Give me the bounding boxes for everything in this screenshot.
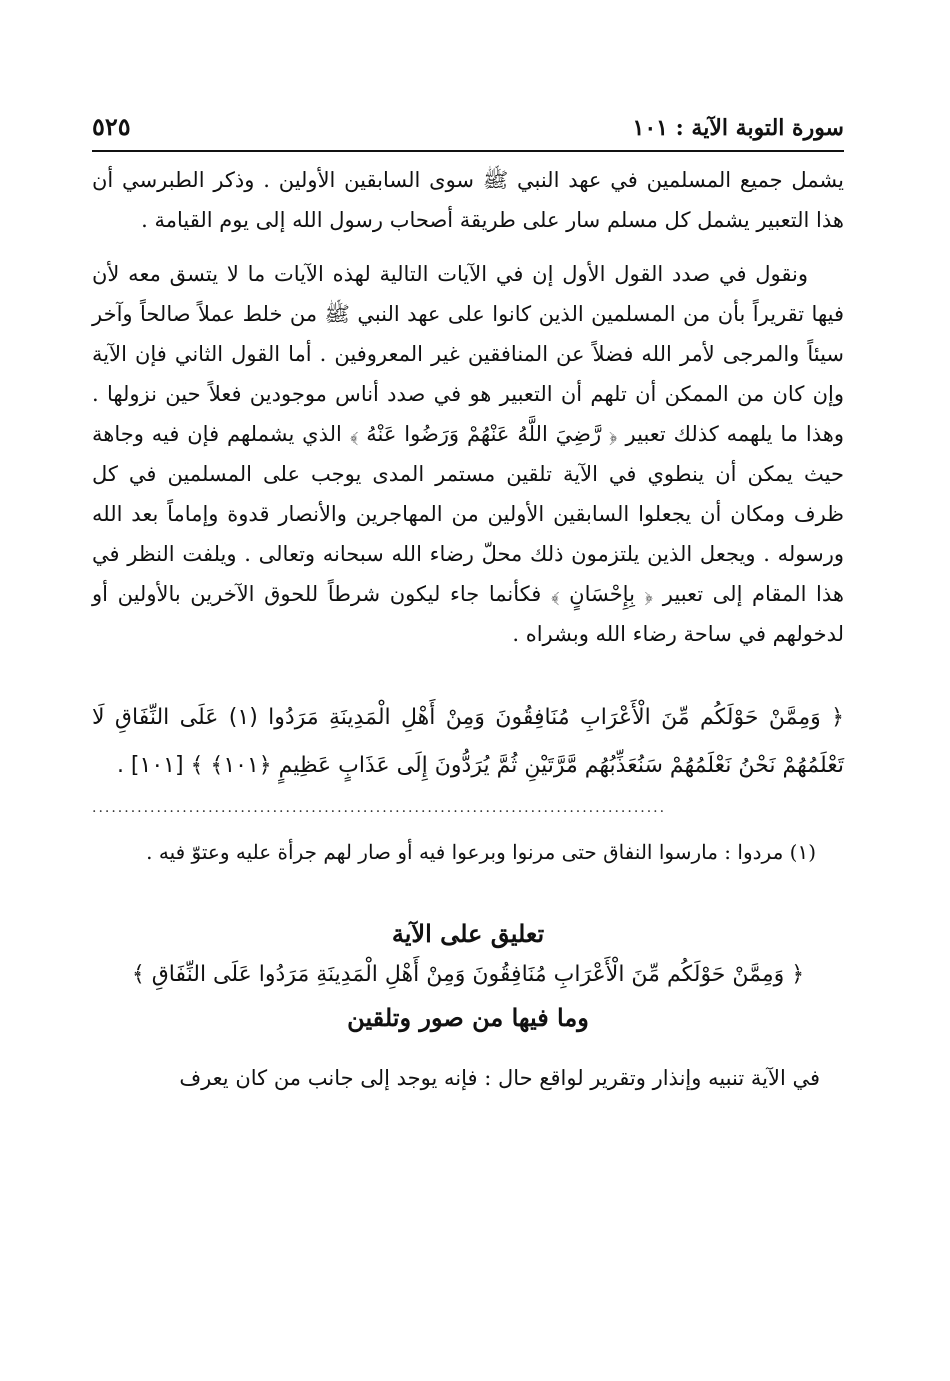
paragraph-continued: يشمل جميع المسلمين في عهد النبي ﷺ سوى السابقين الأولين . وذكر الطبرسي أن هذا التعبير يشمل كل مسلم سار على طريقة أصحاب رسول الله إلى يوم القيامة .: [92, 168, 844, 232]
section-subtitle: وما فيها من صور وتلقين: [347, 1003, 589, 1032]
footnote-separator: .........................................................................................: [92, 800, 667, 816]
quran-verse: ﴿ وَمِمَّنْ حَوْلَكُم مِّنَ الْأَعْرَابِ مُنَافِقُونَ وَمِنْ أَهْلِ الْمَدِينَةِ مَرَدُوا (١) عَلَى النِّفَاقِ لَا تَعْلَمُهُمْ نَحْنُ نَعْلَمُهُمْ سَنُعَذِّبُهُم مَّرَّتَيْنِ ثُمَّ يُرَدُّونَ إِلَى عَذَابٍ عَظِيمٍ ﴿١٠١﴾ ﴾ [١٠١] .: [92, 705, 844, 778]
page-number: ٥٢٥: [92, 112, 131, 141]
paragraph-commentary: ونقول في صدد القول الأول إن في الآيات التالية لهذه الآيات ما لا يتسق معه لأن فيها تقريراً بأن من المسلمين الذين كانوا على عهد النبي ﷺ من خلط عملاً صالحاً وآخر سيئاً والمرجى لأمر الله فضلاً عن المنافقين غير المعروفين . أما القول الثاني فإن الآية وإن كان من الممكن أن تلهم أن التعبير هو في صدد أناس موجودين فعلاً حين نزولها . وهذا ما يلهمه كذلك تعبير ﴿ رَّضِيَ اللَّهُ عَنْهُمْ وَرَضُوا عَنْهُ ﴾ الذي يشملهم فإن فيه وجاهة حيث يمكن أن ينطوي في الآية تلقين مستمر المدى يوجب على المسلمين في كل ظرف ومكان أن يجعلوا السابقين الأولين من المهاجرين والأنصار قدوة وإماماً بعد الله ورسوله . ويجعل الذين يلتزمون ذلك محلّ رضاء الله سبحانه وتعالى . ويلفت النظر في هذا المقام إلى تعبير ﴿ بِإِحْسَانٍ ﴾ فكأنما جاء ليكون شرطاً للحوق الآخرين بالأولين أو لدخولهم في ساحة رضاء الله وبشراه .: [92, 262, 844, 646]
section-verse: ﴿ وَمِمَّنْ حَوْلَكُم مِّنَ الْأَعْرَابِ مُنَافِقُونَ وَمِنْ أَهْلِ الْمَدِينَةِ مَرَدُوا عَلَى النِّفَاقِ ﴾: [131, 962, 805, 987]
footnote: (١) مردوا : مارسوا النفاق حتى مرنوا وبرعوا فيه أو صار لهم جرأة عليه وعتوّ فيه .: [146, 840, 816, 864]
section-opening-text: في الآية تنبيه وإنذار وتقرير لواقع حال : فإنه يوجد إلى جانب من كان يعرف: [179, 1066, 820, 1090]
page-header: [92, 112, 844, 152]
running-head: سورة التوبة الآية : ١٠١: [632, 115, 844, 141]
section-title: تعليق على الآية: [391, 919, 545, 948]
page: [92, 112, 844, 1098]
